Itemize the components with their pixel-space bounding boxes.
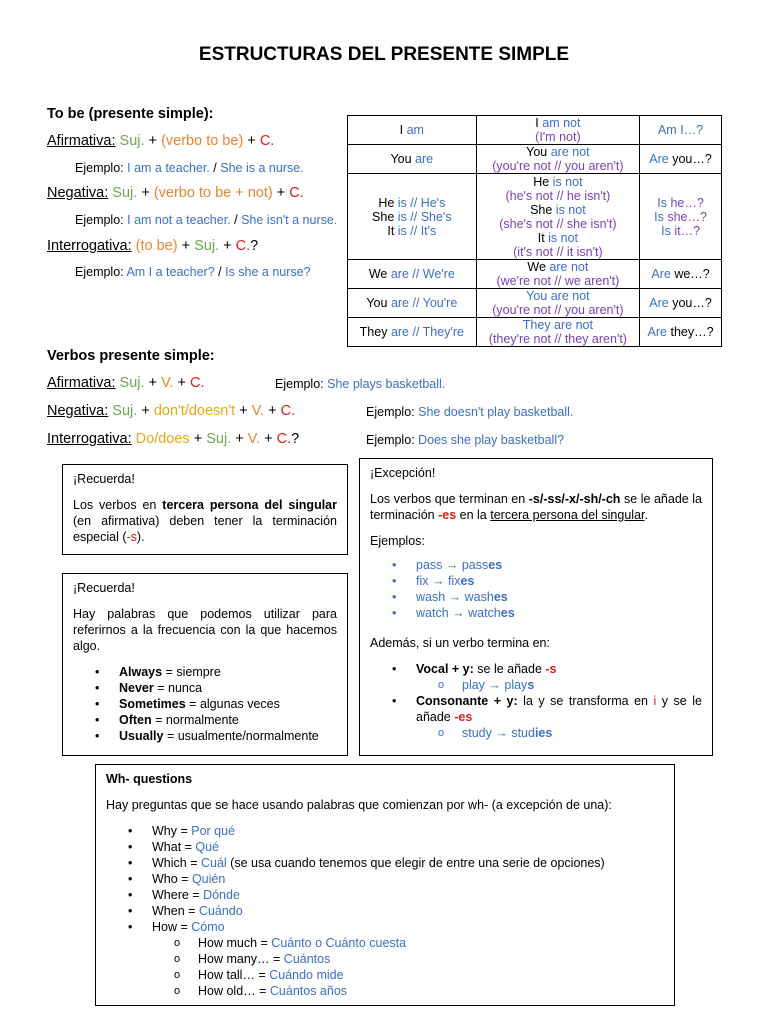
list-item: • Who = Quién <box>106 871 664 887</box>
comp: C. <box>259 133 275 149</box>
list-item: • Never = nunca <box>73 680 337 696</box>
box-title: ¡Recuerda! <box>73 472 135 486</box>
label: Afirmativa: <box>47 133 116 149</box>
cell-neg: He is not (he's not // he isn't) She is not (she's not // she isn't) It is not (it's not // it isn't) <box>476 174 639 260</box>
cell-int: Are you…? <box>640 145 722 174</box>
cell-afirm: You are <box>348 145 477 174</box>
sub-list <box>370 677 702 693</box>
cell-int: Are you…? <box>640 289 722 318</box>
box-text: Hay preguntas que se hace usando palabras que comienzan por wh- (a excepción de una): <box>106 798 612 812</box>
verbos-interrogativa: Interrogativa: Do/does + Suj. + V. + C.? <box>47 431 300 447</box>
recuerda-box-1 <box>62 464 348 555</box>
cell-neg: You are not (you're not // you aren't) <box>476 145 639 174</box>
list-item: • What = Qué <box>106 839 664 855</box>
aux: Do/does <box>135 431 190 447</box>
table-row <box>348 174 722 260</box>
box-title: Wh- questions <box>106 772 193 786</box>
list-item: o play → plays <box>370 677 702 693</box>
suj: Suj. <box>119 133 145 149</box>
table-row <box>348 145 722 174</box>
label: Ejemplo: <box>75 213 124 227</box>
verb: (verbo to be + not) <box>153 185 273 201</box>
label: Negativa: <box>47 403 109 419</box>
cell-afirm: I am <box>348 116 477 145</box>
box-text: Hay palabras que podemos utilizar para referirnos a la frecuencia con la que hacemos algo. <box>73 607 337 653</box>
recuerda-box-2 <box>62 573 348 756</box>
box-title: ¡Excepción! <box>370 466 436 480</box>
wh-questions-box <box>95 764 675 1006</box>
verbos-heading: Verbos presente simple: <box>47 348 215 364</box>
page-title: ESTRUCTURAS DEL PRESENTE SIMPLE <box>198 44 570 65</box>
excepcion-box <box>359 458 713 756</box>
list-item: • Why = Por qué <box>106 823 664 839</box>
cell-neg: They are not (they're not // they aren't) <box>476 318 639 347</box>
table-row <box>348 318 722 347</box>
y-rules-list <box>370 661 702 677</box>
list-item: • pass → passes <box>370 557 702 573</box>
cell-afirm: They are // They're <box>348 318 477 347</box>
cell-int: Am I…? <box>640 116 722 145</box>
to-be-interrogativa: Interrogativa: (to be) + Suj. + C.? <box>47 238 259 254</box>
ex1: I am not a teacher. <box>127 213 231 227</box>
list-item: • Often = normalmente <box>73 712 337 728</box>
list-item: • When = Cuándo <box>106 903 664 919</box>
sub-list <box>370 725 702 741</box>
comp: C. <box>289 185 304 201</box>
list-item: • Usually = usualmente/normalmente <box>73 728 337 744</box>
label: Ejemplo: <box>75 265 124 279</box>
cell-int: Are we…? <box>640 260 722 289</box>
table-row <box>348 289 722 318</box>
cell-neg: You are not (you're not // you aren't) <box>476 289 639 318</box>
list-item: • Sometimes = algunas veces <box>73 696 337 712</box>
ex2: Is she a nurse? <box>225 265 311 279</box>
ex2: She is a nurse. <box>220 161 304 175</box>
y-rules-list-2 <box>370 693 702 725</box>
list-item: • fix → fixes <box>370 573 702 589</box>
suj: Suj. <box>112 185 138 201</box>
suj: Suj. <box>112 403 138 419</box>
comp: C. <box>276 431 292 447</box>
wh-list <box>106 823 664 935</box>
ex1: Am I a teacher? <box>126 265 215 279</box>
list-item: o study → studies <box>370 725 702 741</box>
verb: V. <box>161 375 174 391</box>
verb: (verbo to be) <box>161 133 244 149</box>
list-item: • wash → washes <box>370 589 702 605</box>
to-be-afirm-example: Ejemplo: I am a teacher. / She is a nurse. <box>75 161 304 175</box>
list-item: • How = Cómo <box>106 919 664 935</box>
list-item: • Vocal + y: se le añade -s <box>370 661 702 677</box>
suj: Suj. <box>206 431 232 447</box>
cell-afirm: He is // He's She is // She's It is // It's <box>348 174 477 260</box>
verbos-int-example: Ejemplo: Does she play basketball? <box>366 433 565 447</box>
list-item: o How many… = Cuántos <box>106 951 664 967</box>
to-be-heading: To be (presente simple): <box>47 106 214 122</box>
suj: Suj. <box>119 375 145 391</box>
cell-int: Are they…? <box>640 318 722 347</box>
frequency-list <box>73 664 337 744</box>
examples-list <box>370 557 702 621</box>
ex1: I am a teacher. <box>127 161 210 175</box>
label: Interrogativa: <box>47 431 132 447</box>
label: Afirmativa: <box>47 375 116 391</box>
box-title: ¡Recuerda! <box>73 581 135 595</box>
cell-afirm: You are // You're <box>348 289 477 318</box>
box-text: Los verbos en tercera persona del singular (en afirmativa) deben tener la terminación especial (-s). <box>73 498 337 544</box>
cell-afirm: We are // We're <box>348 260 477 289</box>
ex2: She isn't a nurse. <box>241 213 338 227</box>
to-be-int-example: Ejemplo: Am I a teacher? / Is she a nurse? <box>75 265 311 279</box>
verbos-afirm-example: Ejemplo: She plays basketball. <box>275 377 446 391</box>
label: Negativa: <box>47 185 109 201</box>
to-be-afirmativa: Afirmativa: Suj. + (verbo to be) + C. <box>47 133 275 149</box>
to-be-neg-example: Ejemplo: I am not a teacher. / She isn't a nurse. <box>75 213 338 227</box>
list-item: o How much = Cuánto o Cuánto cuesta <box>106 935 664 951</box>
cell-neg: We are not (we're not // we aren't) <box>476 260 639 289</box>
table-row <box>348 116 722 145</box>
list-item: o How old… = Cuántos años <box>106 983 664 999</box>
list-item: • watch → watches <box>370 605 702 621</box>
verb: V. <box>251 403 265 419</box>
to-be-table <box>347 115 722 347</box>
list-item: o How tall… = Cuándo mide <box>106 967 664 983</box>
verb: V. <box>247 431 261 447</box>
verbos-negativa: Negativa: Suj. + don't/doesn't + V. + C. <box>47 403 296 419</box>
list-item: • Consonante + y: la y se transforma en i y se le añade -es <box>370 693 702 725</box>
verbos-afirmativa: Afirmativa: Suj. + V. + C. <box>47 375 205 391</box>
list-item: • Always = siempre <box>73 664 337 680</box>
to-be-negativa: Negativa: Suj. + (verbo to be + not) + C. <box>47 185 304 201</box>
comp: C. <box>235 238 251 254</box>
box-text: Los verbos que terminan en -s/-ss/-x/-sh/-ch se le añade la terminación -es en la tercera persona del singular. <box>370 492 702 522</box>
list-item: • Which = Cuál (se usa cuando tenemos que elegir de entre una serie de opciones) <box>106 855 664 871</box>
cell-int: Is he…? Is she…? Is it…? <box>640 174 722 260</box>
list-item: • Where = Dónde <box>106 887 664 903</box>
suj: Suj. <box>194 238 220 254</box>
label: Interrogativa: <box>47 238 132 254</box>
label: Ejemplo: <box>75 161 124 175</box>
comp: C. <box>189 375 205 391</box>
verb: (to be) <box>135 238 178 254</box>
ademas-text: Además, si un verbo termina en: <box>370 636 550 650</box>
aux: don't/doesn't <box>153 403 236 419</box>
verbos-neg-example: Ejemplo: She doesn't play basketball. <box>366 405 574 419</box>
ejemplos-label: Ejemplos: <box>370 534 425 548</box>
cell-neg: I am not (I'm not) <box>476 116 639 145</box>
how-sub-list <box>106 935 664 999</box>
table-row <box>348 260 722 289</box>
comp: C. <box>280 403 296 419</box>
